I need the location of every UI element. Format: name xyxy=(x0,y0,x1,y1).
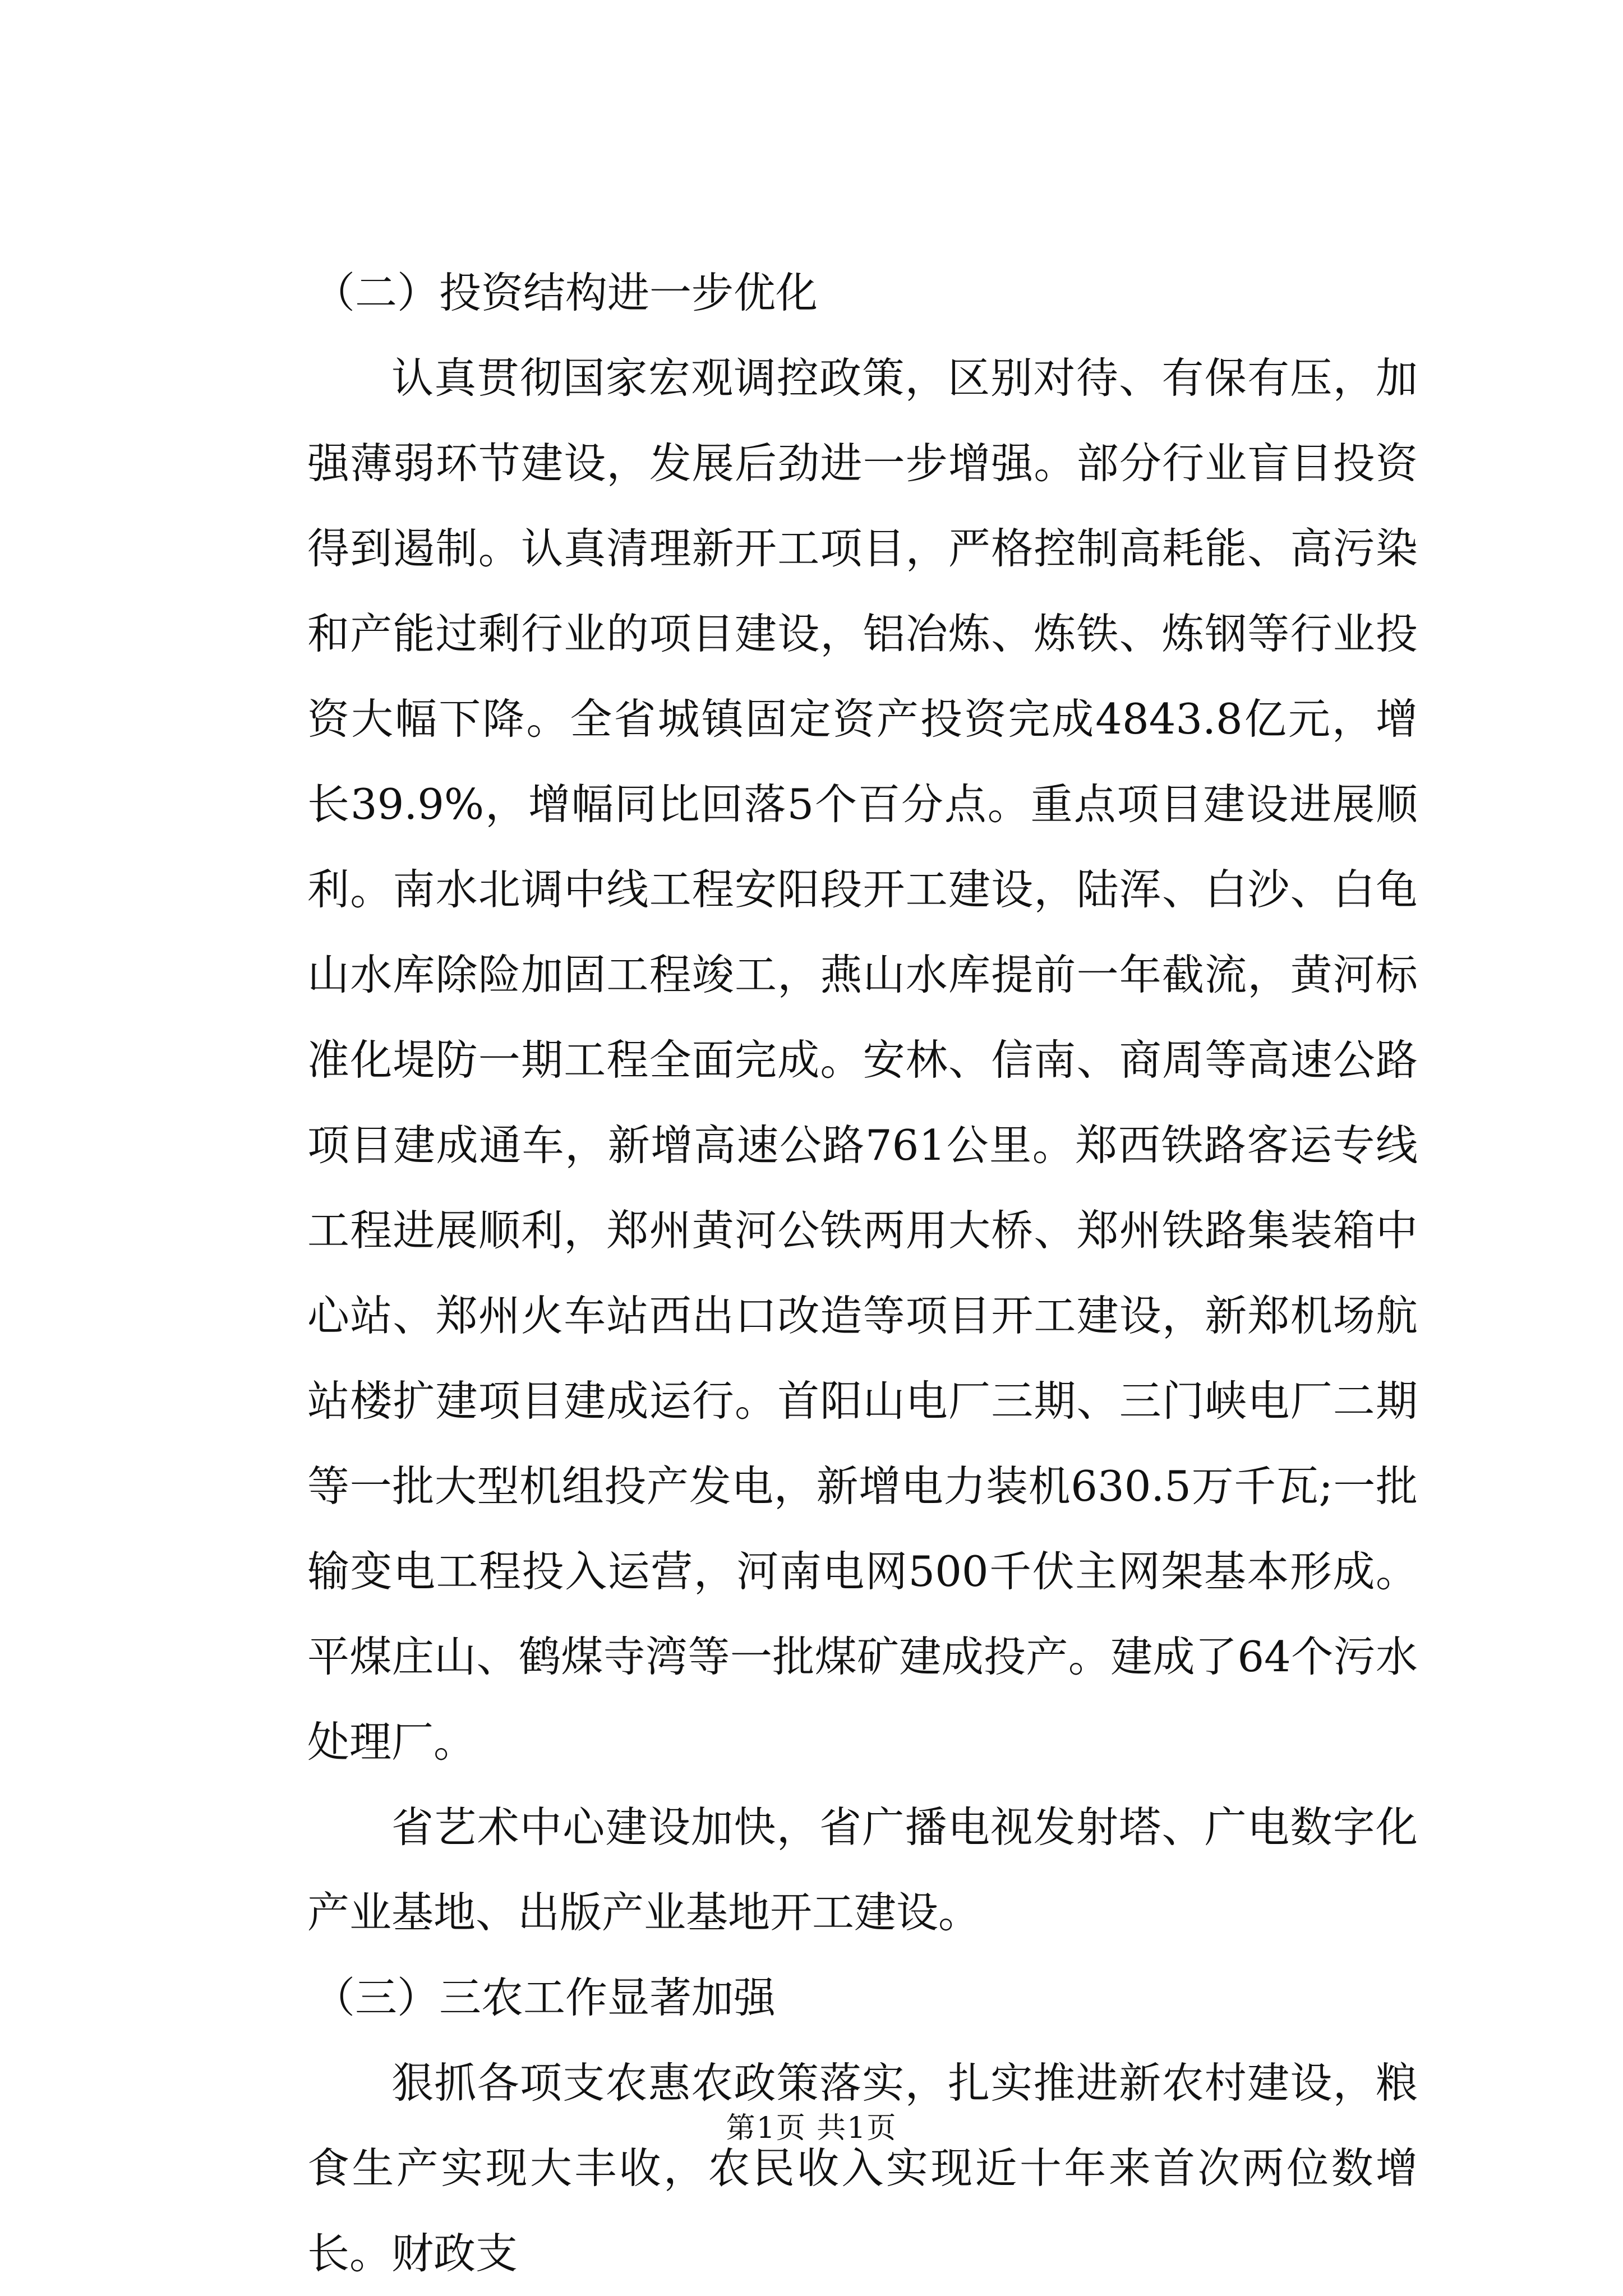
paragraph-investment-details: 认真贯彻国家宏观调控政策，区别对待、有保有压，加强薄弱环节建设，发展后劲进一步增强。部分行业盲目投资得到遏制。认真清理新开工项目，严格控制高耗能、高污染和产能过剩行业的项目建设，铝冶炼、炼铁、炼钢等行业投资大幅下降。全省城镇固定资产投资完成4843.8亿元，增长39.9%，增幅同比回落5个百分点。重点项目建设进展顺利。南水北调中线工程安阳段开工建设，陆浑、白沙、白龟山水库除险加固工程竣工，燕山水库提前一年截流，黄河标准化堤防一期工程全面完成。安林、信南、商周等高速公路项目建成通车，新增高速公路761公里。郑西铁路客运专线工程进展顺利，郑州黄河公铁两用大桥、郑州铁路集装箱中心站、郑州火车站西出口改造等项目开工建设，新郑机场航站楼扩建项目建成运行。首阳山电厂三期、三门峡电厂二期等一批大型机组投产发电，新增电力装机630.5万千瓦;一批输变电工程投入运营，河南电网500千伏主网架基本形成。平煤庄山、鹤煤寺湾等一批煤矿建成投产。建成了64个污水处理厂。 xyxy=(307,353,1418,1767)
document-body xyxy=(307,250,1418,2296)
section-heading-investment-structure: （二）投资结构进一步优化 xyxy=(313,268,818,317)
paragraph-agriculture-details: 狠抓各项支农惠农政策落实，扎实推进新农村建设，粮食生产实现大丰收，农民收入实现近十年来首次两位数增长。财政支 xyxy=(307,2058,1418,2278)
paragraph-art-center: 省艺术中心建设加快，省广播电视发射塔、广电数字化产业基地、出版产业基地开工建设。 xyxy=(307,1802,1418,1937)
page-number-footer: 第1页 共1页 xyxy=(726,2111,897,2145)
section-heading-agriculture: （三）三农工作显著加强 xyxy=(313,1973,776,2022)
